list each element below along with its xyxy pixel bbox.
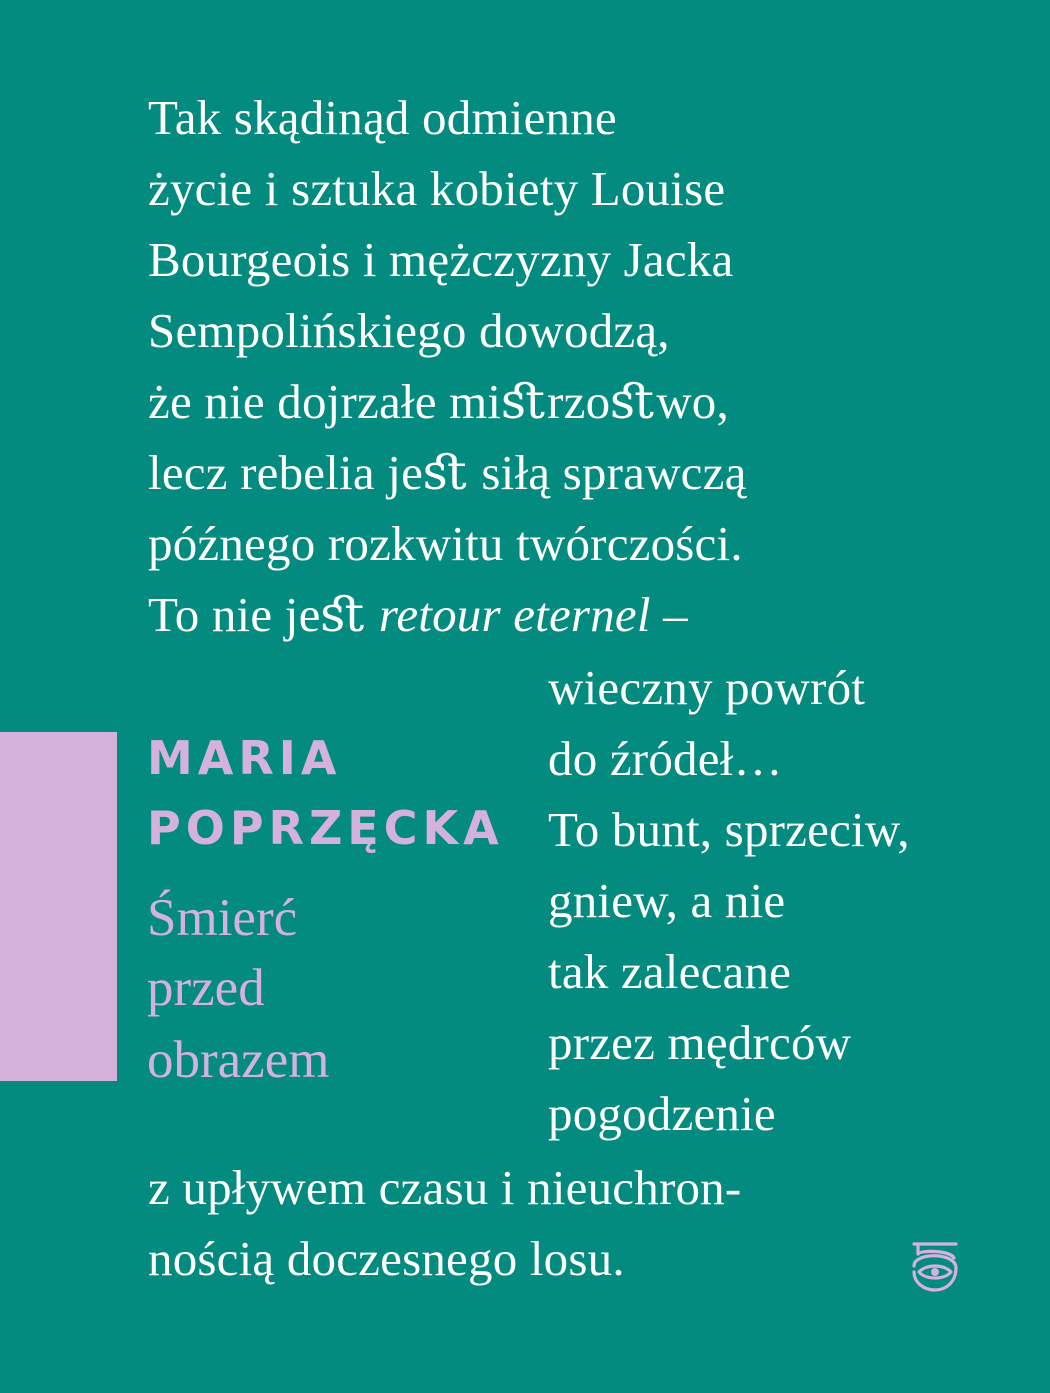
blurb-line-3: Bourgeois i mężczyzny Jacka — [148, 232, 734, 287]
blurb-line-6: lecz rebelia jeﬆ siłą sprawczą — [148, 445, 747, 500]
blurb-right-line-5: tak zalecane — [548, 944, 792, 999]
blurb-right-line-3: To bunt, sprzeciw, — [548, 802, 910, 857]
author-first-name: MARIA — [147, 731, 342, 785]
blurb-right-line-6: przez mędrców — [548, 1015, 852, 1070]
accent-bar — [0, 732, 117, 1081]
blurb-line-7: późnego rozkwitu twórczości. — [148, 516, 743, 571]
blurb-bottom-line-2: nością doczesnego losu. — [148, 1231, 625, 1286]
blurb-right-line-1: wieczny powrót — [548, 660, 866, 715]
blurb-right-line-2: do źródeł… — [548, 731, 783, 786]
blurb-right-line-4: gniew, a nie — [548, 873, 786, 928]
blurb-line-8 — [148, 585, 688, 645]
blurb-italic-phrase: retour eternel — [378, 587, 651, 642]
blurb-line-1: Tak skądinąd odmienne — [148, 90, 617, 145]
blurb-line-8-prefix: To nie jeﬆ — [148, 587, 379, 642]
author-last-name: POPRZĘCKA — [147, 801, 504, 855]
blurb-line-5: że nie dojrzałe miﬆrzoﬆwo, — [148, 374, 729, 429]
title-line-1: Śmierć — [147, 889, 298, 947]
blurb-bottom-line-1: z upływem czasu i nieuchron- — [148, 1160, 742, 1215]
blurb-line-4: Sempolińskiego dowodzą, — [148, 303, 670, 358]
publisher-logo-icon — [906, 1236, 964, 1294]
blurb-line-8-suffix: – — [650, 587, 688, 642]
title-line-3: obrazem — [147, 1031, 330, 1089]
title-line-2: przed — [147, 959, 265, 1017]
blurb-right-line-7: pogodzenie — [548, 1086, 776, 1141]
blurb-line-2: życie i sztuka kobiety Louise — [148, 161, 726, 216]
